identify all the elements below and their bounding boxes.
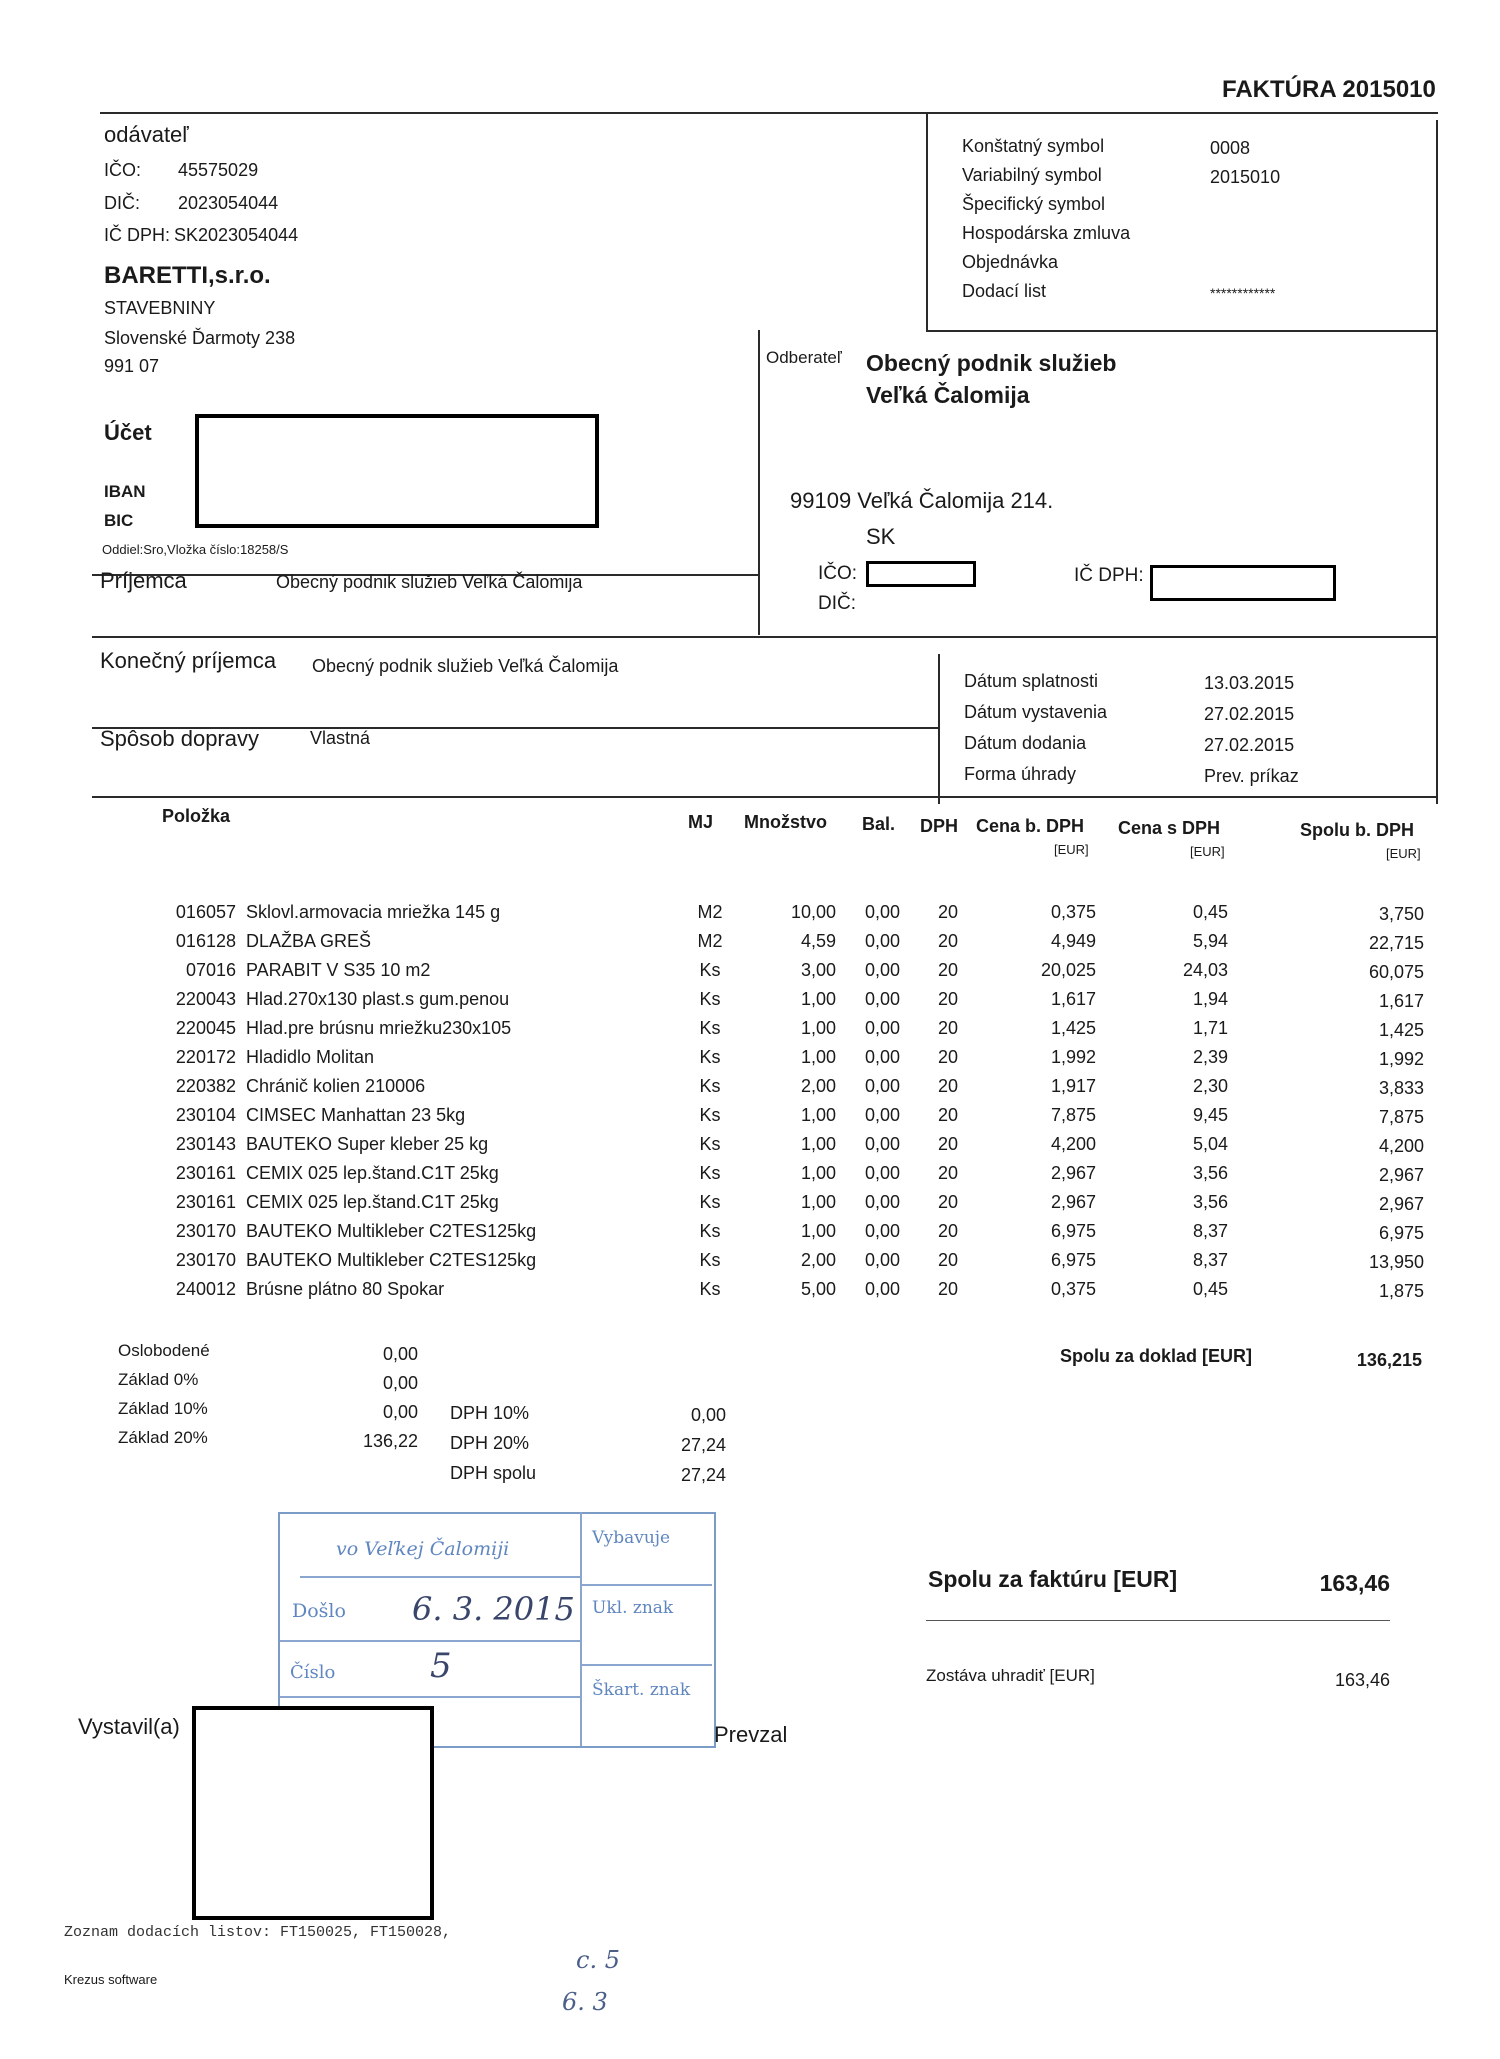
transport-label: Spôsob dopravy xyxy=(100,726,259,751)
supplier-dic-label: DIČ: xyxy=(104,193,140,213)
cell-name: Hlad.270x130 plast.s gum.penou xyxy=(246,989,510,1009)
stamp-divider xyxy=(280,1696,580,1698)
symbols-bottom-line xyxy=(926,330,1438,332)
customer-icdph-redaction xyxy=(1150,565,1336,601)
supplier-line2: STAVEBNINY xyxy=(104,298,216,318)
customer-icdph-label: IČ DPH: xyxy=(1074,565,1144,586)
customer-country: SK xyxy=(866,524,896,549)
base0-value: 0,00 xyxy=(382,1373,418,1393)
cell-net: 20,025 xyxy=(1040,960,1096,980)
cell-bal: 0,00 xyxy=(864,1018,900,1038)
dates-left-line xyxy=(938,654,940,804)
cell-net: 0,375 xyxy=(1050,1279,1096,1299)
cell-vat: 20 xyxy=(937,1221,959,1241)
doc-total-label: Spolu za doklad [EUR] xyxy=(1060,1346,1253,1366)
customer-label: Odberateľ xyxy=(766,348,842,367)
cell-gross: 24,03 xyxy=(1182,960,1228,980)
symbol-value xyxy=(1210,250,1280,279)
supplier-ico-label: IČO: xyxy=(104,160,142,180)
cell-qty: 1,00 xyxy=(800,1134,836,1154)
cell-unit: Ks xyxy=(699,1105,721,1125)
symbol-value xyxy=(1210,221,1280,250)
customer-address: 99109 Veľká Čalomija 214. xyxy=(790,488,1054,513)
vat-values xyxy=(626,1400,726,1490)
cell-vat: 20 xyxy=(937,1250,959,1270)
cell-total: 22,715 xyxy=(1368,933,1424,953)
supplier-heading: odávateľ xyxy=(104,122,189,147)
cell-net: 1,617 xyxy=(1050,989,1096,1009)
cell-vat: 20 xyxy=(937,1134,959,1154)
invoice-total-value: 163,46 xyxy=(1319,1570,1390,1596)
cell-code: 230104 xyxy=(175,1105,236,1125)
doc-total-value: 136,215 xyxy=(1356,1350,1422,1370)
supplier-name: BARETTI,s.r.o. xyxy=(104,262,271,289)
issued-by-label: Vystavil(a) xyxy=(78,1714,180,1739)
cell-qty: 10,00 xyxy=(790,902,836,922)
base20-label: Základ 20% xyxy=(118,1428,208,1447)
cell-total: 7,875 xyxy=(1378,1107,1424,1127)
cell-name: Brúsne plátno 80 Spokar xyxy=(246,1279,445,1299)
date-label: Dátum dodania xyxy=(964,733,1087,753)
cell-gross: 8,37 xyxy=(1192,1221,1228,1241)
cell-net: 1,992 xyxy=(1050,1047,1096,1067)
cell-net: 6,975 xyxy=(1050,1221,1096,1241)
cell-name: Hladidlo Molitan xyxy=(246,1047,375,1067)
col-unit-header: MJ xyxy=(688,812,714,832)
cell-code: 016057 xyxy=(175,902,236,922)
base0-label: Základ 0% xyxy=(118,1370,199,1389)
invoice-total-line xyxy=(926,1620,1390,1621)
cell-qty: 1,00 xyxy=(800,1018,836,1038)
vat20-label: DPH 20% xyxy=(450,1433,530,1453)
date-label: Dátum splatnosti xyxy=(964,671,1099,691)
symbol-value: 0008 xyxy=(1210,138,1251,158)
supplier-zip: 991 07 xyxy=(104,356,160,376)
cell-gross: 5,04 xyxy=(1192,1134,1228,1154)
col-vat-header: DPH xyxy=(920,816,959,836)
cell-unit: Ks xyxy=(699,1250,721,1270)
remaining-value: 163,46 xyxy=(1334,1670,1390,1690)
stamp-number: 5 xyxy=(430,1646,452,1686)
cell-code: 230170 xyxy=(175,1221,236,1241)
cell-total: 4,200 xyxy=(1378,1136,1424,1156)
cell-name: DLAŽBA GREŠ xyxy=(246,931,372,951)
col-item-header: Položka xyxy=(162,806,231,826)
cell-code: 07016 xyxy=(185,960,236,980)
col-qty-header: Množstvo xyxy=(744,812,827,832)
stamp-divider xyxy=(580,1584,712,1586)
cell-name: Hlad.pre brúsnu mriežku230x105 xyxy=(246,1018,512,1038)
vat-total-label: DPH spolu xyxy=(450,1463,537,1483)
cell-net: 2,967 xyxy=(1050,1163,1096,1183)
cell-gross: 2,30 xyxy=(1192,1076,1228,1096)
exempt-value: 0,00 xyxy=(382,1344,418,1364)
customer-dic-label: DIČ: xyxy=(818,593,856,614)
cell-net: 4,949 xyxy=(1050,931,1096,951)
cell-unit: Ks xyxy=(699,1192,721,1212)
summary-labels xyxy=(118,1336,210,1452)
supplier-dic: 2023054044 xyxy=(178,193,279,213)
col-price-gross-unit: [EUR] xyxy=(1190,844,1225,859)
stamp-title: vo Veľkej Čalomiji xyxy=(336,1538,510,1560)
vat20-value: 27,24 xyxy=(680,1435,726,1455)
cell-qty: 1,00 xyxy=(800,1047,836,1067)
symbols-left-line xyxy=(926,112,928,330)
cell-net: 1,425 xyxy=(1050,1018,1096,1038)
cell-vat: 20 xyxy=(937,1076,959,1096)
cell-code: 230161 xyxy=(175,1163,236,1183)
vat10-label: DPH 10% xyxy=(450,1403,530,1423)
date-value: 27.02.2015 xyxy=(1204,704,1295,724)
cell-code: 240012 xyxy=(175,1279,236,1299)
cell-gross: 3,56 xyxy=(1192,1192,1228,1212)
summary-values xyxy=(318,1340,418,1456)
cell-gross: 1,71 xyxy=(1192,1018,1228,1038)
delivery-notes: Zoznam dodacích listov: FT150025, FT150028, xyxy=(64,1924,452,1941)
cell-vat: 20 xyxy=(937,1163,959,1183)
supplier-register: Oddiel:Sro,Vložka číslo:18258/S xyxy=(102,542,289,557)
cell-total: 13,950 xyxy=(1368,1252,1424,1272)
stamp-received-label: Došlo xyxy=(292,1600,346,1622)
cell-bal: 0,00 xyxy=(864,1221,900,1241)
cell-code: 220043 xyxy=(175,989,236,1009)
cell-bal: 0,00 xyxy=(864,1250,900,1270)
symbol-value xyxy=(1210,192,1280,221)
cell-vat: 20 xyxy=(937,1279,959,1299)
cell-qty: 1,00 xyxy=(800,1221,836,1241)
cell-bal: 0,00 xyxy=(864,1163,900,1183)
symbols-labels xyxy=(962,132,1130,306)
base10-value: 0,00 xyxy=(382,1402,418,1422)
cell-code: 220045 xyxy=(175,1018,236,1038)
supplier-street: Slovenské Ďarmoty 238 xyxy=(104,328,296,348)
cell-total: 2,967 xyxy=(1378,1165,1424,1185)
col-price-gross-header: Cena s DPH xyxy=(1118,818,1221,838)
customer-name2: Veľká Čalomija xyxy=(866,382,1030,408)
cell-net: 0,375 xyxy=(1050,902,1096,922)
cell-gross: 2,39 xyxy=(1192,1047,1228,1067)
cell-qty: 2,00 xyxy=(800,1250,836,1270)
cell-bal: 0,00 xyxy=(864,1047,900,1067)
cell-net: 2,967 xyxy=(1050,1192,1096,1212)
account-redaction xyxy=(195,414,599,528)
software-credit: Krezus software xyxy=(64,1972,158,1987)
cell-bal: 0,00 xyxy=(864,902,900,922)
cell-qty: 2,00 xyxy=(800,1076,836,1096)
cell-bal: 0,00 xyxy=(864,931,900,951)
cell-name: CEMIX 025 lep.štand.C1T 25kg xyxy=(246,1192,499,1212)
cell-bal: 0,00 xyxy=(864,1134,900,1154)
dates-labels xyxy=(964,666,1107,790)
stamp-number-label: Číslo xyxy=(290,1662,336,1683)
stamp-divider xyxy=(580,1664,712,1666)
cell-qty: 1,00 xyxy=(800,1105,836,1125)
cell-code: 230170 xyxy=(175,1250,236,1270)
cell-code: 016128 xyxy=(175,931,236,951)
supplier-icdph-label: IČ DPH: xyxy=(104,225,171,245)
cell-gross: 9,45 xyxy=(1192,1105,1228,1125)
date-label: Forma úhrady xyxy=(964,764,1077,784)
supplier-bic-label: BIC xyxy=(104,511,134,530)
cell-name: PARABIT V S35 10 m2 xyxy=(246,960,431,980)
cell-net: 7,875 xyxy=(1050,1105,1096,1125)
cell-name: BAUTEKO Multikleber C2TES125kg xyxy=(246,1221,537,1241)
final-recipient-value: Obecný podnik služieb Veľká Čalomija xyxy=(312,656,619,676)
symbols-values xyxy=(1210,134,1280,308)
exempt-label: Oslobodené xyxy=(118,1341,210,1360)
stamp-received-date: 6. 3. 2015 xyxy=(412,1590,575,1628)
cell-vat: 20 xyxy=(937,1105,959,1125)
base10-label: Základ 10% xyxy=(118,1399,208,1418)
final-recipient-label: Konečný príjemca xyxy=(100,648,277,673)
symbol-label: Dodací list xyxy=(962,281,1047,301)
col-total-net-header: Spolu b. DPH xyxy=(1300,820,1414,840)
recipient-value: Obecný podnik služieb Veľká Čalomija xyxy=(276,572,583,592)
handwritten-note: c. 5 xyxy=(576,1946,620,1974)
date-label: Dátum vystavenia xyxy=(964,702,1108,722)
stamp-divider xyxy=(280,1640,580,1642)
cell-code: 230143 xyxy=(175,1134,236,1154)
received-by-label: Prevzal xyxy=(714,1722,788,1747)
customer-left-line xyxy=(758,330,760,635)
cell-name: CEMIX 025 lep.štand.C1T 25kg xyxy=(246,1163,499,1183)
cell-qty: 1,00 xyxy=(800,1192,836,1212)
cell-vat: 20 xyxy=(937,931,959,951)
symbol-label: Objednávka xyxy=(962,252,1059,272)
header-bottom-line xyxy=(92,796,1438,798)
transport-value: Vlastná xyxy=(310,728,371,748)
signature-redaction xyxy=(192,1706,434,1920)
dates-values xyxy=(1204,668,1299,792)
cell-code: 220382 xyxy=(175,1076,236,1096)
cell-vat: 20 xyxy=(937,960,959,980)
cell-vat: 20 xyxy=(937,989,959,1009)
cell-unit: Ks xyxy=(699,1279,721,1299)
cell-vat: 20 xyxy=(937,1192,959,1212)
cell-bal: 0,00 xyxy=(864,1105,900,1125)
cell-name: Chránič kolien 210006 xyxy=(246,1076,426,1096)
cell-vat: 20 xyxy=(937,1047,959,1067)
customer-name1: Obecný podnik služieb xyxy=(866,350,1117,376)
cell-unit: Ks xyxy=(699,960,721,980)
cell-total: 1,425 xyxy=(1378,1020,1424,1040)
recipient-label: Príjemca xyxy=(100,568,187,593)
cell-unit: M2 xyxy=(697,902,723,922)
cell-name: BAUTEKO Super kleber 25 kg xyxy=(246,1134,489,1154)
cell-bal: 0,00 xyxy=(864,1279,900,1299)
cell-name: CIMSEC Manhattan 23 5kg xyxy=(246,1105,466,1125)
stamp-column-divider xyxy=(580,1512,582,1746)
supplier-icdph: SK2023054044 xyxy=(174,225,299,245)
handwritten-note: 6. 3 xyxy=(562,1988,608,2016)
cell-gross: 0,45 xyxy=(1192,1279,1228,1299)
cell-total: 3,833 xyxy=(1378,1078,1424,1098)
date-value: Prev. príkaz xyxy=(1204,766,1299,786)
stamp-divider xyxy=(300,1576,580,1578)
cell-vat: 20 xyxy=(937,1018,959,1038)
cell-gross: 3,56 xyxy=(1192,1163,1228,1183)
cell-qty: 4,59 xyxy=(800,931,836,951)
remaining-label: Zostáva uhradiť [EUR] xyxy=(926,1666,1095,1685)
cell-net: 4,200 xyxy=(1050,1134,1096,1154)
cell-gross: 1,94 xyxy=(1192,989,1228,1009)
cell-unit: Ks xyxy=(699,1018,721,1038)
cell-total: 1,992 xyxy=(1378,1049,1424,1069)
symbol-label: Hospodárska zmluva xyxy=(962,223,1131,243)
stamp-file-mark: Ukl. znak xyxy=(592,1598,674,1618)
cell-gross: 8,37 xyxy=(1192,1250,1228,1270)
cell-qty: 1,00 xyxy=(800,989,836,1009)
cell-net: 6,975 xyxy=(1050,1250,1096,1270)
cell-qty: 5,00 xyxy=(800,1279,836,1299)
cell-total: 6,975 xyxy=(1378,1223,1424,1243)
base20-value: 136,22 xyxy=(362,1431,418,1451)
stamp-shred-mark: Škart. znak xyxy=(592,1680,691,1700)
col-bal-header: Bal. xyxy=(862,814,896,834)
cell-unit: Ks xyxy=(699,1134,721,1154)
cell-total: 3,750 xyxy=(1378,904,1424,924)
cell-name: BAUTEKO Multikleber C2TES125kg xyxy=(246,1250,537,1270)
cell-qty: 3,00 xyxy=(800,960,836,980)
cell-gross: 5,94 xyxy=(1192,931,1228,951)
cell-gross: 0,45 xyxy=(1192,902,1228,922)
vat10-value: 0,00 xyxy=(690,1405,726,1425)
cell-code: 230161 xyxy=(175,1192,236,1212)
customer-ico-redaction xyxy=(866,561,976,587)
supplier-ico: 45575029 xyxy=(178,160,259,180)
supplier-account-label: Účet xyxy=(104,420,152,445)
invoice-total-label: Spolu za faktúru [EUR] xyxy=(928,1566,1178,1592)
col-price-net-header: Cena b. DPH xyxy=(976,816,1085,836)
invoice-title: FAKTÚRA 2015010 xyxy=(1222,76,1436,103)
customer-bottom-line xyxy=(92,636,1438,638)
cell-unit: M2 xyxy=(697,931,723,951)
cell-unit: Ks xyxy=(699,1047,721,1067)
cell-unit: Ks xyxy=(699,1163,721,1183)
cell-bal: 0,00 xyxy=(864,960,900,980)
date-value: 27.02.2015 xyxy=(1204,735,1295,755)
frame-top-line xyxy=(100,112,1438,114)
symbol-value: 2015010 xyxy=(1210,167,1281,187)
cell-net: 1,917 xyxy=(1050,1076,1096,1096)
cell-unit: Ks xyxy=(699,1076,721,1096)
vat-labels xyxy=(450,1398,536,1488)
cell-total: 1,875 xyxy=(1378,1281,1424,1301)
frame-right-line xyxy=(1436,120,1438,804)
customer-ico-label: IČO: xyxy=(818,563,858,584)
symbol-value: ************ xyxy=(1210,285,1276,301)
symbol-label: Konštatný symbol xyxy=(962,136,1105,156)
symbol-label: Špecifický symbol xyxy=(962,194,1106,214)
cell-bal: 0,00 xyxy=(864,1076,900,1096)
cell-vat: 20 xyxy=(937,902,959,922)
cell-total: 1,617 xyxy=(1378,991,1424,1011)
col-price-net-unit: [EUR] xyxy=(1054,842,1089,857)
cell-code: 220172 xyxy=(175,1047,236,1067)
cell-qty: 1,00 xyxy=(800,1163,836,1183)
cell-total: 60,075 xyxy=(1368,962,1424,982)
cell-unit: Ks xyxy=(699,1221,721,1241)
cell-name: Sklovl.armovacia mriežka 145 g xyxy=(246,902,501,922)
symbol-label: Variabilný symbol xyxy=(962,165,1102,185)
cell-total: 2,967 xyxy=(1378,1194,1424,1214)
cell-unit: Ks xyxy=(699,989,721,1009)
stamp-handles: Vybavuje xyxy=(592,1528,671,1548)
col-total-net-unit: [EUR] xyxy=(1386,846,1421,861)
vat-total-value: 27,24 xyxy=(680,1465,726,1485)
cell-bal: 0,00 xyxy=(864,989,900,1009)
supplier-iban-label: IBAN xyxy=(104,482,146,501)
cell-bal: 0,00 xyxy=(864,1192,900,1212)
date-value: 13.03.2015 xyxy=(1204,673,1295,693)
